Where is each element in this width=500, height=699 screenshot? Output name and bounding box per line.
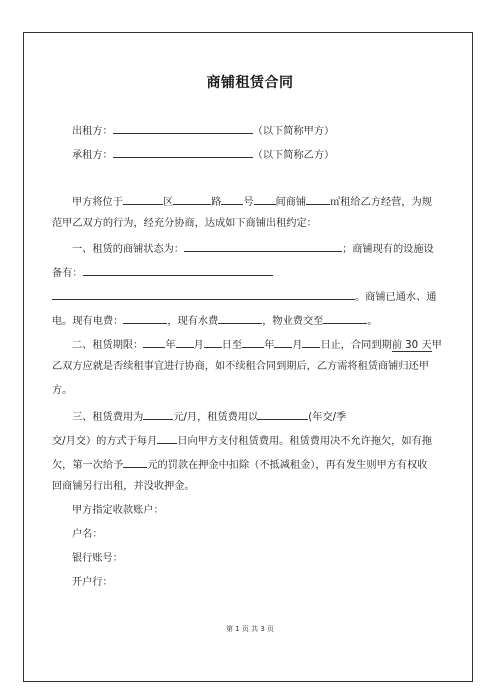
start-month-blank[interactable]	[176, 336, 194, 348]
account-heading: 甲方指定收款账户：	[72, 505, 164, 516]
equipment-blank-2[interactable]	[52, 288, 355, 300]
shop-status-blank[interactable]	[184, 240, 342, 252]
electric-fee-label: 电。现有电费：	[52, 316, 124, 327]
clause1-text-a: 一、租赁的商铺状态为：	[72, 244, 185, 255]
clause2-text-e: 年	[264, 340, 275, 351]
clause1-line-1	[72, 240, 434, 257]
start-day-blank[interactable]	[204, 336, 222, 348]
document-title: 商铺租赁合同	[206, 75, 294, 91]
account-name-label: 户名：	[72, 529, 103, 540]
intro-text-b: 区	[162, 197, 174, 208]
clause1-end: 。	[367, 316, 378, 327]
equipment-blank[interactable]	[83, 264, 273, 276]
property-fee-blank[interactable]	[323, 312, 367, 324]
lessee-blank[interactable]	[113, 146, 253, 158]
account-bank-label: 开户行：	[72, 577, 113, 588]
lessor-blank[interactable]	[113, 122, 253, 134]
water-fee-blank[interactable]	[218, 312, 262, 324]
clause1-line-2	[52, 264, 273, 281]
clause2-line-1	[72, 336, 442, 353]
clause1-equipment-label: 备有：	[52, 268, 83, 279]
clause3-text-f: 欠，第一次给予	[52, 460, 124, 471]
clause1-line-4	[52, 312, 378, 329]
clause3-text-c: (年交/季	[308, 412, 347, 423]
rent-amount-blank[interactable]	[143, 408, 173, 420]
road-blank[interactable]	[173, 193, 211, 205]
clause2-notice-period: 前 30 天	[391, 340, 432, 351]
payment-method-blank[interactable]	[258, 408, 308, 420]
clause2-text-d: 日至	[221, 340, 243, 351]
clause1-text-b: ；商铺现有的设施设	[342, 244, 434, 255]
penalty-amount-blank[interactable]	[123, 456, 147, 468]
property-fee-label: ，物业费交至	[262, 316, 324, 327]
clause2-text-c: 月	[193, 340, 204, 351]
clause2-text-g: 日止，合同到期	[320, 340, 392, 351]
intro-text-a: 甲方将位于	[72, 197, 123, 208]
intro-text-d: 号	[243, 197, 254, 208]
end-day-blank[interactable]	[302, 336, 320, 348]
clause3-text-a: 三、租赁费用为	[72, 412, 144, 423]
clause3-text-g: 元的罚款在押金中扣除（不抵减租金），再有发生则甲方有权收	[147, 460, 428, 471]
room-blank[interactable]	[254, 193, 276, 205]
clause3-line-2	[52, 432, 432, 449]
lessee-line	[72, 146, 334, 163]
clause3-text-e: 日向甲方支付租赁费用。租赁费用决不允许拖欠，如有拖	[177, 436, 432, 447]
clause2-text-b: 年	[165, 340, 176, 351]
clause2-line-3: 方。	[52, 385, 73, 396]
clause2-text-a: 二、租赁期限：	[72, 340, 144, 351]
clause2-text-f: 月	[292, 340, 303, 351]
intro-text-c: 路	[211, 197, 222, 208]
clause3-line-4: 回商铺另行出租，并没收押金。	[52, 481, 195, 492]
water-fee-label: ，现有水费	[167, 316, 219, 327]
start-year-blank[interactable]	[143, 336, 165, 348]
area-blank[interactable]	[306, 193, 330, 205]
intro-line-2: 范甲乙双方的行为，经充分协商，达成如下商铺出租约定：	[52, 218, 317, 229]
account-number-label: 银行账号：	[72, 553, 123, 564]
lessee-suffix: （以下简称乙方）	[252, 150, 335, 161]
lessor-label: 出租方：	[72, 126, 113, 137]
number-blank[interactable]	[221, 193, 243, 205]
clause3-line-3	[52, 456, 427, 473]
clause3-line-1	[72, 408, 346, 425]
electric-fee-blank[interactable]	[123, 312, 167, 324]
lessor-line	[72, 122, 334, 139]
clause3-text-b: 元/月，租赁费用以	[173, 412, 259, 423]
clause2-line-2: 乙双方应就是否续租事宜进行协商，如不续租合同到期后，乙方需将租赁商铺归还甲	[52, 361, 429, 372]
intro-line-1	[72, 193, 432, 210]
lessor-suffix: （以下简称甲方）	[252, 126, 335, 137]
payment-day-blank[interactable]	[157, 432, 177, 444]
clause1-utilities-text: 。商铺已通水、通	[355, 292, 437, 303]
clause1-line-3	[52, 288, 437, 305]
end-year-blank[interactable]	[242, 336, 264, 348]
district-blank[interactable]	[123, 193, 163, 205]
page-footer: 第 1 页 共 3 页	[225, 625, 275, 633]
intro-text-f: ㎡租给乙方经营，为规	[330, 197, 432, 208]
clause2-text-i: 甲	[431, 340, 442, 351]
clause3-text-d: 交/月交）的方式于每月	[52, 436, 158, 447]
lessee-label: 承租方：	[72, 150, 113, 161]
end-month-blank[interactable]	[274, 336, 292, 348]
intro-text-e: 间商铺	[275, 197, 307, 208]
